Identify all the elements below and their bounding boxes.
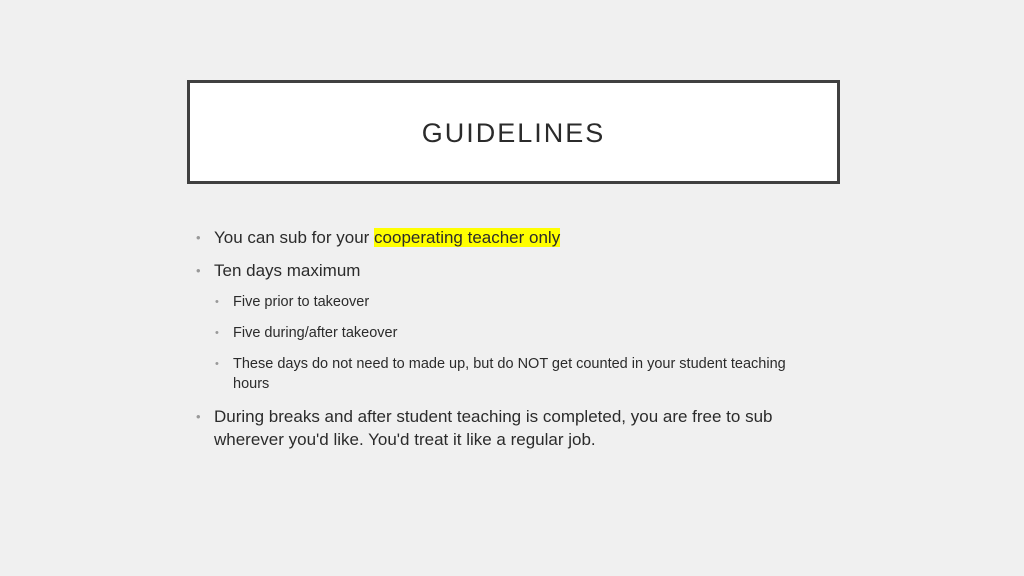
bullet-text: Five prior to takeover xyxy=(233,294,370,310)
sub-bullet-item-prior xyxy=(215,292,816,312)
highlighted-text: cooperating teacher only xyxy=(374,228,561,247)
bullet-item-ten-days xyxy=(196,259,816,282)
bullet-icon: • xyxy=(215,296,219,308)
bullet-list xyxy=(196,226,816,461)
bullet-icon: • xyxy=(196,263,201,278)
bullet-item-sub-cooperating xyxy=(196,226,816,249)
bullet-text: Ten days maximum xyxy=(214,261,361,280)
bullet-text: You can sub for your xyxy=(214,228,375,247)
bullet-icon: • xyxy=(196,230,201,245)
sub-bullet-item-during-after xyxy=(215,323,816,343)
bullet-text: These days do not need to made up, but do NOT get counted in your student teaching hours xyxy=(233,356,786,392)
bullet-item-breaks xyxy=(196,405,816,451)
bullet-text: During breaks and after student teaching is completed, you are free to sub wherever you'd like. You'd treat it like a regular job. xyxy=(214,407,773,449)
bullet-icon: • xyxy=(215,327,219,339)
bullet-icon: • xyxy=(196,409,201,424)
bullet-icon: • xyxy=(215,358,219,370)
sub-bullet-item-not-counted xyxy=(215,354,816,394)
bullet-text: Five during/after takeover xyxy=(233,325,398,341)
title-box xyxy=(187,80,840,184)
slide-title: GUIDELINES xyxy=(421,117,606,148)
